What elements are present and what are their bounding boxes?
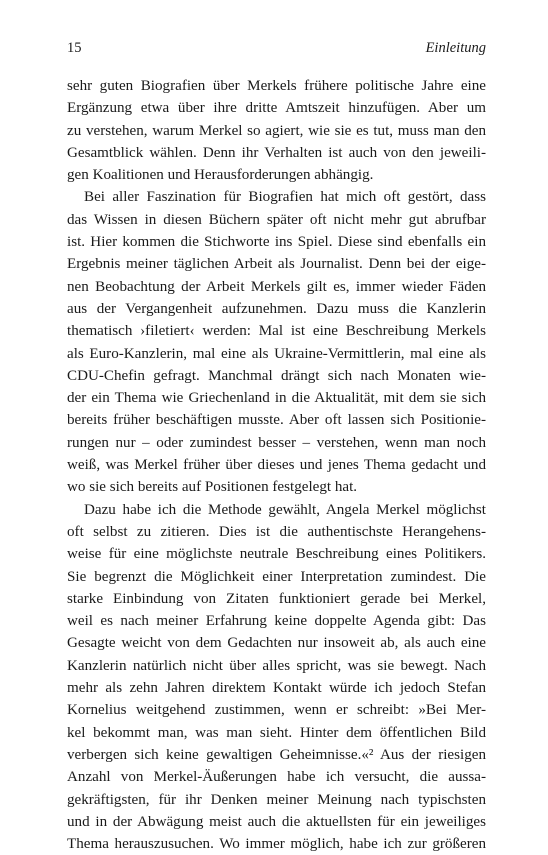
text-line: thematisch ›filetiert‹ werden: Mal ist eine Beschreibung Merkels bbox=[67, 323, 486, 340]
text-line: starke Einbindung von Zitaten funktioniert gerade bei Merkel, bbox=[67, 590, 486, 607]
text-line: CDU-Chefin gefragt. Manchmal drängt sich nach Monaten wie- bbox=[67, 367, 486, 384]
text-line: Ergebnis meiner täglichen Arbeit als Journalist. Denn bei der eige- bbox=[67, 256, 486, 273]
text-line: aus der Vergangenheit aufzunehmen. Dazu muss die Kanzlerin bbox=[67, 300, 486, 317]
text-line: der ein Thema wie Griechenland in die Aktualität, mit dem sie sich bbox=[67, 390, 486, 407]
text-line: sehr guten Biografien über Merkels frühere politische Jahre eine bbox=[67, 78, 486, 94]
text-line: verbergen sich keine gewaltigen Geheimnisse.«² Aus der riesigen bbox=[67, 746, 486, 763]
body-text bbox=[67, 75, 486, 855]
text-line: weiß, was Merkel früher über dieses und jenes Thema gedacht und bbox=[67, 457, 486, 474]
text-line: Gesamtblick wählen. Denn ihr Verhalten ist auch von den jeweili- bbox=[67, 144, 486, 161]
page-number: 15 bbox=[67, 40, 82, 56]
text-line: oft selbst zu zitieren. Dies ist die authentischste Herangehens- bbox=[67, 523, 486, 540]
paragraph bbox=[67, 186, 486, 498]
text-line: Anzahl von Merkel-Äußerungen habe ich versucht, die aussa- bbox=[67, 769, 486, 786]
text-line: Gesagte weicht von dem Gedachten nur insoweit ab, als auch eine bbox=[67, 635, 486, 652]
paragraph bbox=[67, 499, 486, 855]
text-line: Kanzlerin natürlich nicht über alles spricht, was sie bewegt. Nach bbox=[67, 657, 486, 674]
text-line: wo sie sich bereits auf Positionen festgelegt hat. bbox=[67, 479, 358, 496]
text-line: und in der Abwägung meist auch die aktuellsten für ein jeweiliges bbox=[67, 813, 486, 830]
text-line: kel bekommt man, was man sieht. Hinter dem öffentlichen Bild bbox=[67, 724, 486, 741]
text-line: rungen nur – oder zumindest besser – verstehen, wenn man noch bbox=[67, 434, 486, 451]
text-line: Thema herauszusuchen. Wo immer möglich, habe ich zur größeren bbox=[67, 836, 486, 853]
text-line: Sie begrenzt die Möglichkeit einer Interpretation zumindest. Die bbox=[67, 568, 486, 585]
text-line: bereits früher beschäftigen musste. Aber oft lassen sich Positionie- bbox=[67, 412, 486, 429]
text-line: mehr als zehn Jahren direktem Kontakt würde ich jedoch Stefan bbox=[67, 680, 486, 697]
page-header bbox=[67, 38, 486, 58]
text-line: weise für eine möglichste neutrale Beschreibung eines Politikers. bbox=[67, 546, 486, 563]
text-line: gekräftigsten, für ihr Denken meiner Meinung nach typischsten bbox=[67, 791, 486, 808]
text-line: gen Koalitionen und Herausforderungen abhängig. bbox=[67, 167, 374, 184]
text-line: Ergänzung etwa über ihre dritte Amtszeit hinzufügen. Aber um bbox=[67, 100, 486, 117]
text-line: das Wissen in diesen Büchern später oft nicht mehr gut abrufbar bbox=[67, 211, 486, 228]
text-line: zu verstehen, warum Merkel so agiert, wie sie es tut, muss man den bbox=[67, 122, 486, 139]
text-line: als Euro-Kanzlerin, mal eine als Ukraine-Vermittlerin, mal eine als bbox=[67, 345, 486, 362]
text-line: weil es nach meiner Erfahrung keine doppelte Agenda gibt: Das bbox=[67, 613, 486, 630]
paragraph bbox=[67, 75, 486, 186]
text-line: ist. Hier kommen die Stichworte ins Spiel. Diese sind ebenfalls ein bbox=[67, 234, 486, 251]
text-line: Kornelius weitgehend zustimmen, wenn er schreibt: »Bei Mer- bbox=[67, 702, 486, 719]
text-line: Bei aller Faszination für Biografien hat mich oft gestört, dass bbox=[84, 189, 486, 206]
text-line: nen Beobachtung der Arbeit Merkels gilt es, immer wieder Fäden bbox=[67, 278, 486, 295]
running-head: Einleitung bbox=[425, 40, 486, 56]
text-line: Dazu habe ich die Methode gewählt, Angela Merkel möglichst bbox=[84, 501, 486, 518]
